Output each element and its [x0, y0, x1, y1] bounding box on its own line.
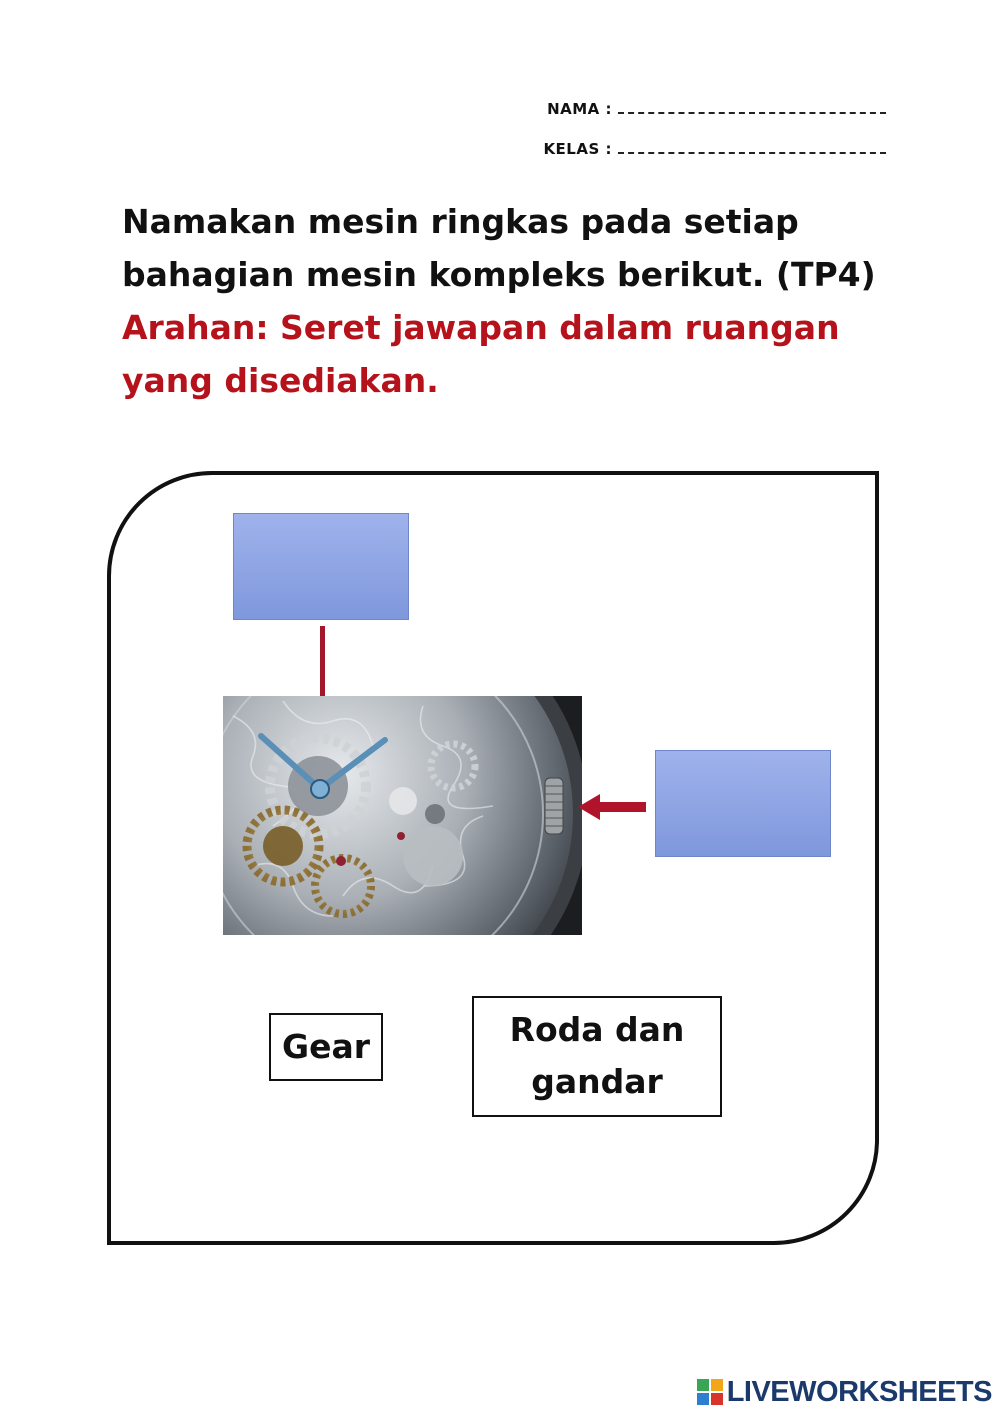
class-blank-line[interactable]: [618, 140, 886, 154]
class-field[interactable]: [543, 140, 886, 158]
arrow-left-icon: [576, 791, 648, 823]
question-text: Namakan mesin ringkas pada setiap bahagian mesin kompleks berikut. (TP4): [122, 202, 876, 294]
name-field[interactable]: [547, 100, 886, 118]
answer-tile-gear[interactable]: Gear: [269, 1013, 383, 1081]
watch-mechanism-image: [223, 696, 582, 935]
name-blank-line[interactable]: [618, 100, 886, 114]
drop-zone-top[interactable]: [233, 513, 409, 620]
instruction-text: Arahan: Seret jawapan dalam ruangan yang disediakan.: [122, 308, 840, 400]
liveworksheets-logo-icon: [697, 1379, 723, 1405]
liveworksheets-logo: [697, 1377, 992, 1407]
class-label: KELAS :: [543, 140, 612, 158]
drop-zone-right[interactable]: [655, 750, 831, 857]
name-label: NAMA :: [547, 100, 612, 118]
answer-tile-roda-dan-gandar[interactable]: Roda dan gandar: [472, 996, 722, 1117]
liveworksheets-logo-text: LIVEWORKSHEETS: [726, 1375, 992, 1408]
